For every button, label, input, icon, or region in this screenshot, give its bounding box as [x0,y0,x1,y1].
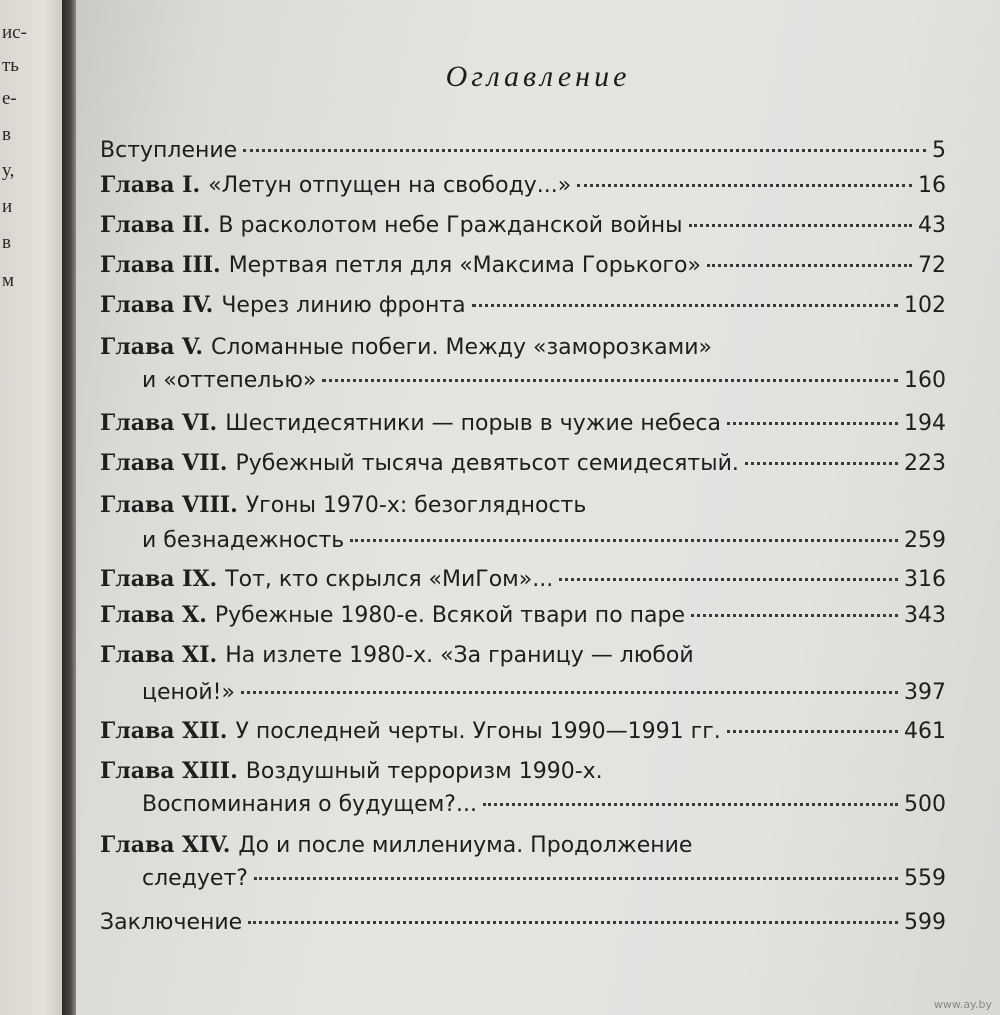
toc-entry-page: 397 [904,680,946,705]
toc-entry-title: До и после миллениума. Продолжение [238,833,693,858]
dot-leader [243,149,926,152]
toc-entry-chapter-5 [100,334,946,368]
toc-entry-page: 343 [904,603,946,628]
left-page-edge [0,0,62,1015]
toc-entry-title: Через линию фронта [221,293,466,318]
toc-entry-chapter-8 [100,492,946,526]
toc-entry-label: Глава III. [100,252,221,278]
toc-entry-chapter-13 [100,758,946,792]
toc-page [76,0,1000,1015]
dot-leader [472,304,898,307]
toc-entry-chapter-2 [100,212,946,246]
toc-entry-chapter-5-continuation [142,368,946,402]
toc-entry-title: Мертвая петля для «Максима Горького» [228,253,701,278]
toc-entry-page: 102 [904,293,946,318]
toc-entry-chapter-13-continuation [142,792,946,826]
left-page-fragment: ть [2,55,19,76]
toc-entry-title: Тот, кто скрылся «МиГом»... [225,567,554,592]
toc-entry-label: Глава I. [100,172,201,198]
dot-leader [689,224,912,227]
toc-entry-page: 72 [918,253,946,278]
toc-title: Оглавление [445,60,631,93]
toc-entry-page: 5 [932,138,946,163]
toc-entry-label: Глава XII. [100,718,228,744]
toc-entry-chapter-12 [100,718,946,752]
toc-entry-title: Заключение [100,910,243,935]
toc-entry-chapter-11-continuation [142,680,946,714]
dot-leader [350,539,898,542]
toc-entry-label: Глава II. [100,212,211,238]
dot-leader [727,422,898,425]
dot-leader [691,614,898,617]
toc-entry-chapter-11 [100,642,946,676]
dot-leader [577,184,912,187]
toc-entry-label: Глава VI. [100,410,218,436]
toc-entry-chapter-4 [100,292,946,326]
toc-entry-title: У последней черты. Угоны 1990—1991 гг. [235,719,721,744]
toc-entry-title: Сломанные побеги. Между «заморозками» [211,335,712,360]
toc-entry-label: Глава V. [100,334,204,360]
left-page-fragment: ис- [2,22,27,43]
toc-entry-label: Глава IV. [100,292,214,318]
left-page-fragment: в [2,124,11,145]
toc-entry-title: Рубежные 1980-е. Всякой твари по паре [214,603,686,628]
left-page-fragment: в [2,232,11,253]
toc-entry-page: 461 [904,719,946,744]
dot-leader [727,730,898,733]
watermark: www.ay.by [933,998,992,1011]
toc-entry-chapter-7 [100,450,946,484]
toc-entry-page: 43 [918,213,946,238]
dot-leader [745,462,898,465]
toc-entry-title-continuation: и «оттепелью» [142,368,317,393]
toc-entry-page: 223 [904,451,946,476]
dot-leader [322,379,898,382]
toc-entry-page: 316 [904,567,946,592]
left-page-fragment: е- [2,88,17,109]
toc-entry-chapter-9 [100,566,946,600]
dot-leader [559,578,898,581]
toc-entry-page: 259 [904,528,946,553]
toc-entry-title: Рубежный тысяча девятьсот семидесятый. [235,451,739,476]
toc-entry-title: Шестидесятники — порыв в чужие небеса [225,411,721,436]
left-page-fragment: у, [2,160,15,181]
toc-entry-title: Угоны 1970-х: безоглядность [245,493,587,518]
toc-entry-title: В расколотом небе Гражданской войны [218,213,683,238]
toc-entry-title-continuation: ценой!» [142,680,235,705]
toc-entry-label: Глава VII. [100,450,228,476]
left-page-fragment: и [2,196,13,217]
toc-entry-chapter-14-continuation [142,866,946,900]
dot-leader [707,264,912,267]
toc-entry-label: Глава XI. [100,642,218,668]
toc-entry-introduction [100,138,946,172]
toc-entry-title-continuation: и безнадежность [142,528,345,553]
dot-leader [483,803,898,806]
toc-entry-title-continuation: следует? [142,866,248,891]
toc-entry-page: 500 [904,792,946,817]
toc-entry-title: Вступление [100,138,238,163]
book-gutter [62,0,76,1015]
left-page-fragment: м [2,270,15,291]
dot-leader [241,691,898,694]
toc-entry-chapter-1 [100,172,946,206]
toc-entry-label: Глава XIII. [100,758,238,784]
toc-entry-chapter-14 [100,832,946,866]
dot-leader [254,877,898,880]
toc-entry-title-continuation: Воспоминания о будущем?... [142,792,477,817]
toc-entry-page: 194 [904,411,946,436]
toc-entry-label: Глава IX. [100,566,218,592]
toc-entry-label: Глава XIV. [100,832,231,858]
toc-entry-conclusion [100,910,946,944]
toc-entry-page: 599 [904,910,946,935]
dot-leader [248,921,898,924]
toc-entry-title: Воздушный терроризм 1990-х. [245,759,603,784]
toc-entry-title: На излете 1980-х. «За границу — любой [225,643,694,668]
toc-entry-chapter-6 [100,410,946,444]
toc-entry-chapter-3 [100,252,946,286]
toc-entry-page: 559 [904,866,946,891]
toc-entry-chapter-8-continuation [142,528,946,562]
toc-entry-title: «Летун отпущен на свободу...» [208,173,572,198]
toc-entry-chapter-10 [100,602,946,636]
toc-entry-label: Глава VIII. [100,492,238,518]
toc-entry-page: 16 [918,173,946,198]
toc-entry-page: 160 [904,368,946,393]
toc-entry-label: Глава X. [100,602,207,628]
